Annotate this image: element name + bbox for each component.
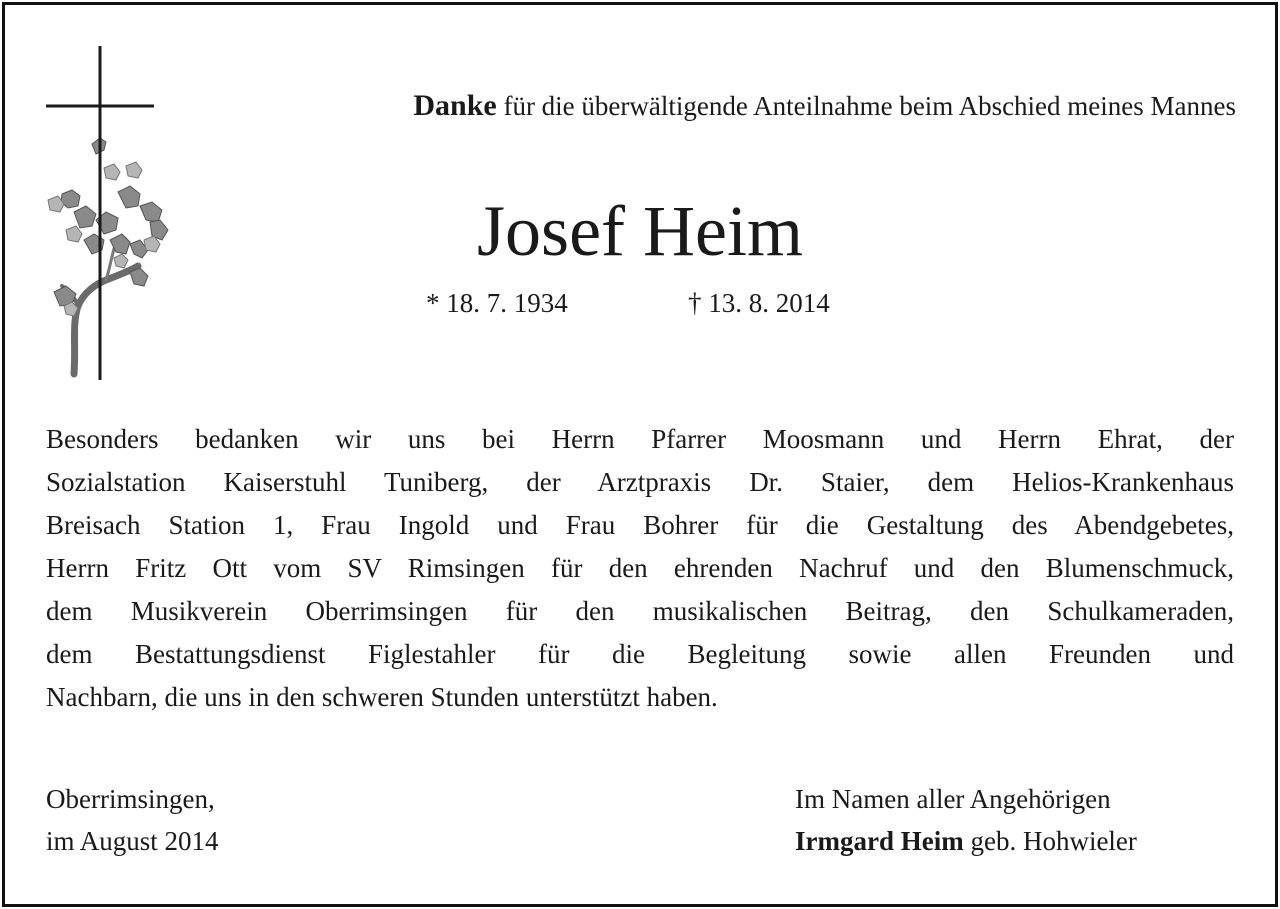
thank-you-body: [46, 418, 1234, 719]
date: im August 2014: [46, 826, 219, 856]
place-and-date: [46, 778, 219, 862]
headline-danke: Danke: [413, 89, 497, 122]
death-date: † 13. 8. 2014: [688, 288, 830, 318]
signature-block: [795, 778, 1137, 862]
signer-maiden-name: geb. Hohwieler: [970, 826, 1137, 856]
headline-text: für die überwältigende Anteilnahme beim Abschied meines Mannes: [503, 91, 1236, 121]
place: Oberrimsingen,: [46, 784, 215, 814]
cross-with-vine-icon: [44, 44, 176, 384]
signer-name: Irmgard Heim: [795, 826, 964, 856]
body-line: dem Musikverein Oberrimsingen für den musikalischen Beitrag, den Schulkameraden,: [46, 596, 1234, 626]
body-line: Sozialstation Kaiserstuhl Tuniberg, der Arztpraxis Dr. Staier, dem Helios-Krankenhaus: [46, 467, 1234, 497]
body-line: dem Bestattungsdienst Figlestahler für die Begleitung sowie allen Freunden und: [46, 639, 1234, 669]
birth-date: * 18. 7. 1934: [426, 288, 568, 318]
body-line: Nachbarn, die uns in den schweren Stunden unterstützt haben.: [46, 682, 718, 712]
deceased-name: Josef Heim: [477, 191, 803, 271]
thank-you-headline: [180, 86, 1236, 126]
body-line: Herrn Fritz Ott vom SV Rimsingen für den ehrenden Nachruf und den Blumenschmuck,: [46, 553, 1234, 583]
body-line: Breisach Station 1, Frau Ingold und Frau Bohrer für die Gestaltung des Abendgebetes,: [46, 510, 1234, 540]
signer: [795, 820, 1137, 862]
body-line: Besonders bedanken wir uns bei Herrn Pfarrer Moosmann und Herrn Ehrat, der: [46, 424, 1234, 454]
on-behalf-text: Im Namen aller Angehörigen: [795, 784, 1111, 814]
